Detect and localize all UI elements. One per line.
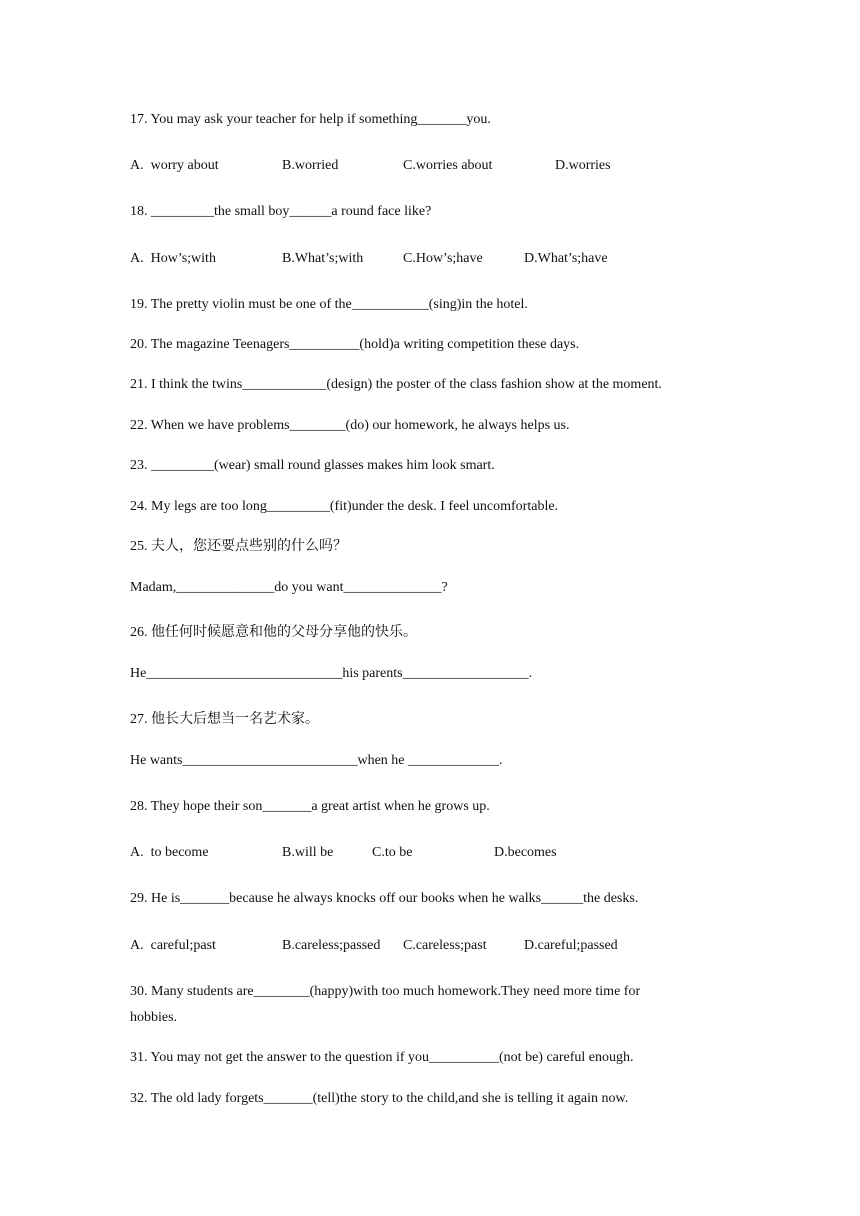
option-a: A. to become	[130, 845, 209, 860]
question-31: 31. You may not get the answer to the question if you__________(not be) careful enough.	[130, 1050, 634, 1065]
question-23: 23. _________(wear) small round glasses makes him look smart.	[130, 458, 495, 473]
option-a: A. worry about	[130, 158, 219, 173]
option-b: B.worried	[282, 158, 339, 173]
chinese-prompt: 27. 他长大后想当一名艺术家。	[130, 712, 319, 727]
option-d: D.worries	[555, 158, 611, 173]
question-text: 17. You may ask your teacher for help if something_______you.	[130, 112, 491, 127]
question-24: 24. My legs are too long_________(fit)under the desk. I feel uncomfortable.	[130, 499, 559, 514]
question-text: 28. They hope their son_______a great artist when he grows up.	[130, 799, 490, 814]
answer-line: He____________________________his parents__________________.	[130, 666, 533, 681]
option-c: C.worries about	[403, 158, 493, 173]
option-d: D.What’s;have	[524, 251, 608, 266]
question-text-line-2: hobbies.	[130, 1010, 178, 1025]
option-c: C.careless;past	[403, 938, 487, 953]
question-19: 19. The pretty violin must be one of the___________(sing)in the hotel.	[130, 297, 528, 312]
option-b: B.careless;passed	[282, 938, 381, 953]
chinese-prompt: 25. 夫人，您还要点些别的什么吗？	[130, 539, 347, 554]
chinese-prompt: 26. 他任何时候愿意和他的父母分享他的快乐。	[130, 625, 417, 640]
option-c: C.to be	[372, 845, 413, 860]
question-text-line-1: 30. Many students are________(happy)with too much homework.They need more time for	[130, 984, 641, 999]
question-20: 20. The magazine Teenagers__________(hold)a writing competition these days.	[130, 337, 580, 352]
option-d: D.becomes	[494, 845, 557, 860]
option-b: B.will be	[282, 845, 334, 860]
question-32: 32. The old lady forgets_______(tell)the story to the child,and she is telling it again now.	[130, 1091, 629, 1106]
question-22: 22. When we have problems________(do) our homework, he always helps us.	[130, 418, 570, 433]
answer-line: Madam,______________do you want______________?	[130, 580, 448, 595]
option-a: A. careful;past	[130, 938, 216, 953]
question-text: 18. _________the small boy______a round face like?	[130, 204, 432, 219]
option-b: B.What’s;with	[282, 251, 364, 266]
option-d: D.careful;passed	[524, 938, 618, 953]
option-c: C.How’s;have	[403, 251, 483, 266]
question-21: 21. I think the twins____________(design) the poster of the class fashion show at the moment.	[130, 377, 662, 392]
question-text: 29. He is_______because he always knocks off our books when he walks______the desks.	[130, 891, 639, 906]
answer-line: He wants_________________________when he _____________.	[130, 753, 503, 768]
option-a: A. How’s;with	[130, 251, 216, 266]
